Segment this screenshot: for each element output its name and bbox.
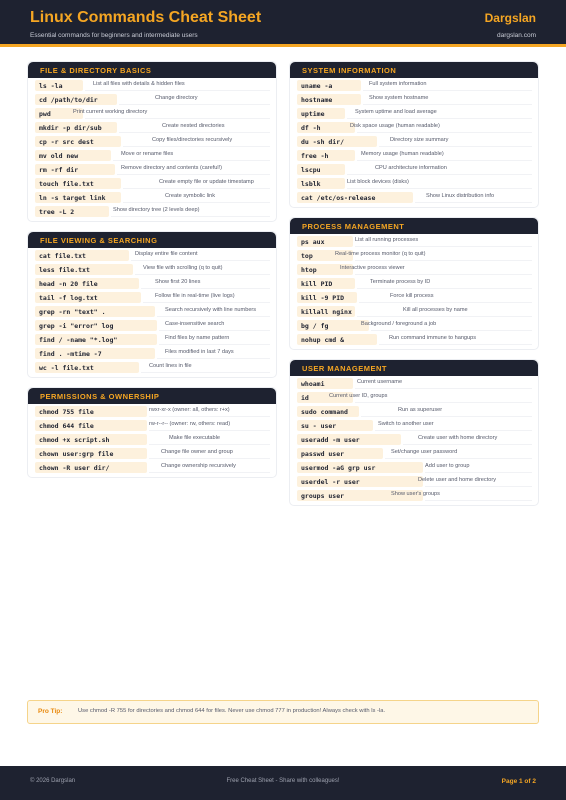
command-description: Remove directory and contents (careful!) — [121, 165, 223, 171]
command-row — [297, 120, 538, 134]
command-row — [35, 162, 276, 176]
command-description: Interactive process viewer — [340, 265, 405, 271]
command-row — [35, 176, 276, 190]
command-description: Create symbolic link — [165, 193, 216, 199]
command-text: chown -R user dir/ — [35, 462, 147, 473]
command-description: Find files by name pattern — [165, 335, 230, 341]
section-file-viewing-searching — [27, 231, 277, 378]
command-text: cat /etc/os-release — [297, 192, 413, 203]
command-description: List block devices (disks) — [347, 179, 409, 185]
command-text: kill PID — [297, 278, 355, 289]
command-row — [35, 92, 276, 106]
command-row — [297, 78, 538, 92]
command-text: chmod 755 file — [35, 406, 147, 417]
left-column — [27, 61, 277, 487]
row-divider — [385, 458, 532, 459]
row-divider — [363, 104, 532, 105]
row-divider — [357, 288, 532, 289]
command-text: whoami — [297, 378, 353, 389]
row-divider — [123, 146, 270, 147]
row-divider — [357, 132, 532, 133]
command-description: Set/change user password — [391, 449, 458, 455]
row-divider — [379, 344, 532, 345]
section-title: PROCESS MANAGEMENT — [290, 218, 538, 234]
command-text: nohup cmd & — [297, 334, 377, 345]
command-row — [297, 418, 538, 432]
command-description: Create user with home directory — [418, 435, 498, 441]
row-divider — [85, 118, 270, 119]
command-description: Show Linux distribution info — [426, 193, 495, 199]
command-row — [297, 460, 538, 474]
command-text: grep -rn "text" . — [35, 306, 155, 317]
command-description: Create nested directories — [162, 123, 225, 129]
command-row — [297, 262, 538, 276]
row-divider — [119, 132, 270, 133]
command-description: Change ownership recursively — [161, 463, 236, 469]
command-row — [297, 474, 538, 488]
command-text: chmod +x script.sh — [35, 434, 147, 445]
command-description: Switch to another user — [378, 421, 434, 427]
command-text: bg / fg — [297, 320, 369, 331]
command-description: Current username — [357, 379, 403, 385]
command-description: View file with scrolling (q to quit) — [143, 265, 223, 271]
command-text: sudo command — [297, 406, 359, 417]
row-divider — [425, 486, 532, 487]
command-text: mkdir -p dir/sub — [35, 122, 117, 133]
command-description: Full system information — [369, 81, 427, 87]
command-row — [35, 120, 276, 134]
right-column — [289, 61, 539, 515]
row-divider — [111, 216, 270, 217]
row-divider — [425, 500, 532, 501]
row-divider — [85, 90, 270, 91]
command-text: lscpu — [297, 164, 345, 175]
row-divider — [361, 416, 532, 417]
row-divider — [425, 472, 532, 473]
command-text: tail -f log.txt — [35, 292, 141, 303]
command-description: Show first 20 lines — [155, 279, 201, 285]
command-description: List all running processes — [355, 237, 419, 243]
command-row — [35, 404, 276, 418]
command-row — [35, 460, 276, 474]
command-row — [35, 332, 276, 346]
command-text: passwd user — [297, 448, 383, 459]
command-description: Search recursively with line numbers — [165, 307, 257, 313]
command-row — [35, 78, 276, 92]
command-description: Current user ID, groups — [329, 393, 388, 399]
command-description: Directory size summary — [390, 137, 449, 143]
row-divider — [149, 472, 270, 473]
row-divider — [119, 104, 270, 105]
command-row — [35, 290, 276, 304]
command-description: Case-insensitive search — [165, 321, 225, 327]
command-description: Disk space usage (human readable) — [350, 123, 440, 129]
command-row — [297, 92, 538, 106]
row-divider — [375, 430, 532, 431]
command-text: ln -s target link — [35, 192, 121, 203]
command-description: System uptime and load average — [355, 109, 437, 115]
command-row — [35, 446, 276, 460]
command-description: Make file executable — [169, 435, 220, 441]
command-text: id — [297, 392, 353, 403]
row-divider — [149, 430, 270, 431]
command-text: mv old new — [35, 150, 111, 161]
row-divider — [355, 246, 532, 247]
command-description: Terminate process by ID — [370, 279, 431, 285]
command-row — [35, 418, 276, 432]
command-text: userdel -r user — [297, 476, 423, 487]
row-divider — [355, 402, 532, 403]
command-description: Display entire file content — [135, 251, 198, 257]
page-subtitle: Essential commands for beginners and intermediate users — [30, 32, 198, 39]
row-divider — [347, 174, 532, 175]
row-divider — [371, 330, 532, 331]
row-divider — [379, 146, 532, 147]
command-text: find . -mtime -7 — [35, 348, 155, 359]
command-row — [297, 332, 538, 346]
command-row — [297, 290, 538, 304]
command-description: Create empty file or update timestamp — [159, 179, 254, 185]
command-text: uptime — [297, 108, 345, 119]
command-row — [35, 346, 276, 360]
command-text: chown user:grp file — [35, 448, 147, 459]
command-description: Run as superuser — [398, 407, 443, 413]
row-divider — [131, 260, 270, 261]
row-divider — [141, 372, 270, 373]
command-text: df -h — [297, 122, 355, 133]
row-divider — [403, 444, 532, 445]
command-description: Kill all processes by name — [403, 307, 468, 313]
command-text: cp -r src dest — [35, 136, 121, 147]
command-text: hostname — [297, 94, 361, 105]
command-description: Run command immune to hangups — [389, 335, 477, 341]
command-text: killall nginx — [297, 306, 355, 317]
command-text: usermod -aG grp usr — [297, 462, 423, 473]
row-divider — [359, 302, 532, 303]
row-divider — [347, 188, 532, 189]
command-description: Show user's groups — [391, 491, 440, 497]
command-description: List all files with details & hidden files — [93, 81, 185, 87]
command-row — [35, 262, 276, 276]
footer-share-note: Free Cheat Sheet - Share with colleagues! — [226, 778, 340, 784]
command-text: top — [297, 250, 353, 261]
row-divider — [149, 416, 270, 417]
footer-page-number: Page 1 of 2 — [501, 778, 536, 785]
section-title: PERMISSIONS & OWNERSHIP — [28, 388, 276, 404]
command-description: Show system hostname — [369, 95, 429, 101]
section-file-directory-basics — [27, 61, 277, 222]
section-system-information — [289, 61, 539, 208]
command-row — [35, 134, 276, 148]
command-text: find / -name "*.log" — [35, 334, 157, 345]
command-row — [35, 360, 276, 374]
row-divider — [123, 188, 270, 189]
command-text: su - user — [297, 420, 373, 431]
row-divider — [149, 458, 270, 459]
command-text: htop — [297, 264, 353, 275]
row-divider — [415, 202, 532, 203]
row-divider — [357, 160, 532, 161]
row-divider — [355, 274, 532, 275]
command-description: Delete user and home directory — [418, 477, 497, 483]
row-divider — [363, 90, 532, 91]
command-description: Memory usage (human readable) — [361, 151, 444, 157]
command-row — [297, 432, 538, 446]
command-text: du -sh dir/ — [297, 136, 377, 147]
row-divider — [117, 174, 270, 175]
row-divider — [355, 260, 532, 261]
command-text: chmod 644 file — [35, 420, 147, 431]
footer-copyright: © 2026 Dargslan — [30, 778, 76, 784]
command-row — [297, 304, 538, 318]
pro-tip-label: Pro Tip: — [38, 708, 63, 715]
command-row — [35, 276, 276, 290]
command-description: Files modified in last 7 days — [165, 349, 234, 355]
command-row — [297, 318, 538, 332]
command-row — [297, 488, 538, 502]
page-footer — [0, 766, 566, 800]
brand-name: Dargslan — [484, 11, 536, 25]
section-user-management — [289, 359, 539, 506]
command-text: ls -la — [35, 80, 83, 91]
command-text: uname -a — [297, 80, 361, 91]
command-text: grep -i "error" log — [35, 320, 157, 331]
command-text: wc -l file.txt — [35, 362, 139, 373]
command-row — [297, 376, 538, 390]
command-description: Add user to group — [425, 463, 470, 469]
brand-url: dargslan.com — [496, 32, 536, 39]
command-text: useradd -m user — [297, 434, 401, 445]
command-row — [297, 446, 538, 460]
command-text: pwd — [35, 108, 83, 119]
row-divider — [123, 202, 270, 203]
command-row — [297, 106, 538, 120]
command-description: Count lines in file — [149, 363, 192, 369]
command-row — [297, 390, 538, 404]
command-text: rm -rf dir — [35, 164, 115, 175]
row-divider — [149, 444, 270, 445]
command-row — [297, 234, 538, 248]
command-description: rwxr-xr-x (owner: all, others: r+x) — [149, 407, 230, 413]
command-text: free -h — [297, 150, 355, 161]
command-row — [297, 134, 538, 148]
section-title: SYSTEM INFORMATION — [290, 62, 538, 78]
row-divider — [355, 388, 532, 389]
command-description: Show directory tree (2 levels deep) — [113, 207, 200, 213]
command-row — [35, 148, 276, 162]
command-text: less file.txt — [35, 264, 133, 275]
command-description: Move or rename files — [121, 151, 174, 157]
command-text: lsblk — [297, 178, 345, 189]
command-row — [35, 432, 276, 446]
command-description: CPU architecture information — [375, 165, 447, 171]
command-row — [35, 204, 276, 218]
command-text: ps aux — [297, 236, 353, 247]
row-divider — [157, 316, 270, 317]
section-title: FILE VIEWING & SEARCHING — [28, 232, 276, 248]
section-title: FILE & DIRECTORY BASICS — [28, 62, 276, 78]
section-permissions-ownership — [27, 387, 277, 478]
command-description: Follow file in real-time (live logs) — [155, 293, 235, 299]
command-description: rw-r--r-- (owner: rw, others: read) — [149, 421, 231, 427]
command-text: kill -9 PID — [297, 292, 357, 303]
command-description: Copy files/directories recursively — [152, 137, 233, 143]
row-divider — [143, 302, 270, 303]
row-divider — [159, 330, 270, 331]
command-description: Change file owner and group — [161, 449, 233, 455]
row-divider — [141, 288, 270, 289]
page-header — [0, 0, 566, 47]
command-description: Force kill process — [390, 293, 434, 299]
command-description: Real-time process monitor (q to quit) — [335, 251, 426, 257]
command-row — [35, 318, 276, 332]
row-divider — [135, 274, 270, 275]
section-process-management — [289, 217, 539, 350]
row-divider — [347, 118, 532, 119]
row-divider — [113, 160, 270, 161]
command-row — [35, 190, 276, 204]
command-row — [297, 148, 538, 162]
command-row — [297, 176, 538, 190]
command-text: tree -L 2 — [35, 206, 109, 217]
command-description: Print current working directory — [73, 109, 148, 115]
command-description: Change directory — [155, 95, 198, 101]
command-row — [297, 190, 538, 204]
pro-tip-box — [27, 700, 539, 724]
command-text: cat file.txt — [35, 250, 129, 261]
section-title: USER MANAGEMENT — [290, 360, 538, 376]
pro-tip-text: Use chmod -R 755 for directories and chmod 644 for files. Never use chmod 777 in production! Always check with ls -la. — [78, 708, 386, 714]
command-description: Background / foreground a job — [361, 321, 437, 327]
row-divider — [157, 358, 270, 359]
command-row — [35, 106, 276, 120]
command-text: head -n 20 file — [35, 278, 139, 289]
command-row — [297, 404, 538, 418]
command-row — [297, 248, 538, 262]
row-divider — [357, 316, 532, 317]
command-text: groups user — [297, 490, 423, 501]
command-row — [297, 276, 538, 290]
row-divider — [159, 344, 270, 345]
command-text: cd /path/to/dir — [35, 94, 117, 105]
page-title: Linux Commands Cheat Sheet — [30, 9, 262, 26]
command-text: touch file.txt — [35, 178, 121, 189]
command-row — [35, 304, 276, 318]
command-row — [297, 162, 538, 176]
command-row — [35, 248, 276, 262]
